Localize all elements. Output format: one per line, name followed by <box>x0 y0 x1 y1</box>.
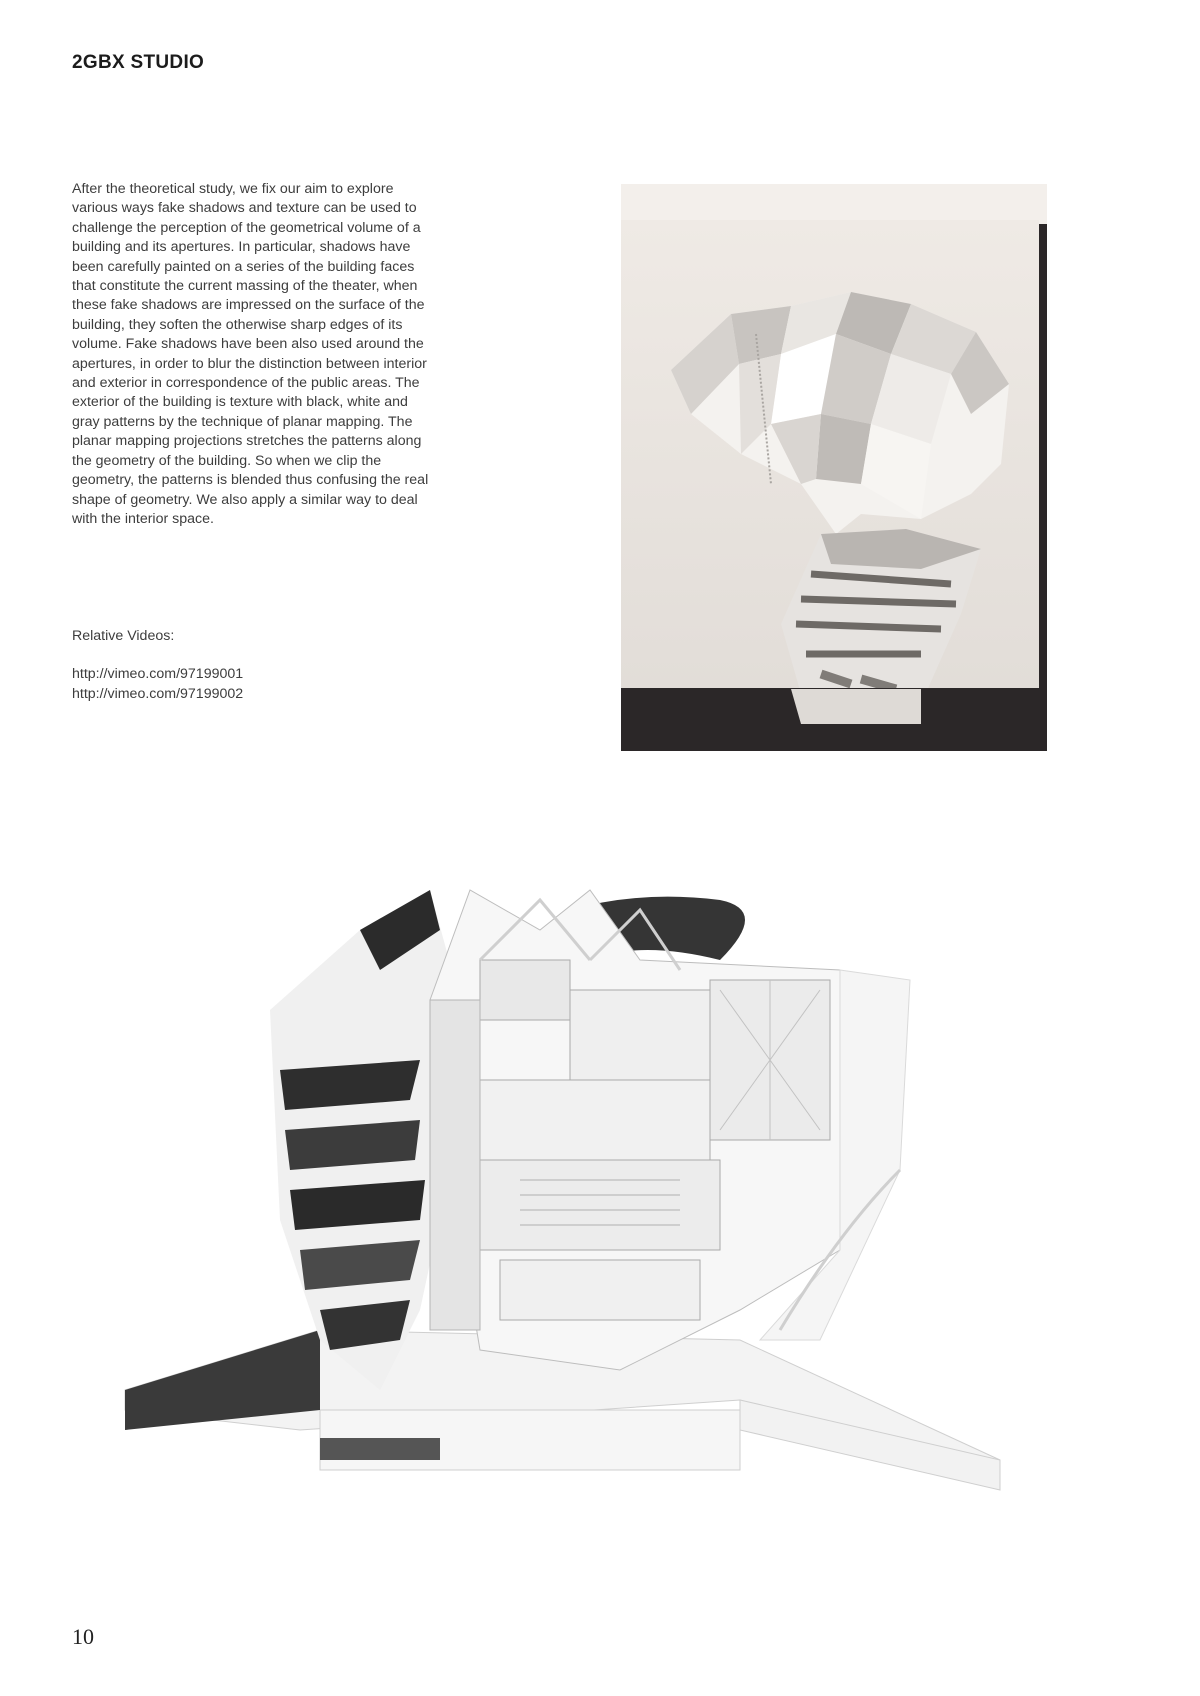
model-photo <box>621 184 1047 751</box>
relative-videos-label: Relative Videos: <box>72 628 175 644</box>
body-paragraph: After the theoretical study, we fix our aim to explore various ways fake shadows and texture can be used to challenge the perception of the geometrical volume of a building and its apertures. In particular, shadows have been carefully painted on a series of the building faces that constitute the current massing of the theater, when these fake shadows are impressed on the surface of the building, they soften the otherwise sharp edges of its volume. Fake shadows have been also used around the apertures, in order to blur the distinction between interior and exterior in correspondence of the public areas. The exterior of the building is texture with black, white and gray patterns by the technique of planar mapping. The planar mapping projections stretches the patterns along the geometry of the building. So when we clip the geometry, the patterns is blended thus confusing the real shape of geometry. We also apply a similar way to deal with the interior space. <box>72 181 429 527</box>
relative-videos-section <box>72 627 243 704</box>
theater-render-graphic <box>120 870 1100 1590</box>
video-link-1[interactable]: http://vimeo.com/97199001 <box>72 666 244 683</box>
theater-section-render <box>120 870 1100 1590</box>
model-photo-graphic <box>621 184 1047 751</box>
page-number: 10 <box>72 1624 94 1649</box>
video-link-2[interactable]: http://vimeo.com/97199002 <box>72 685 244 702</box>
studio-title: 2GBX STUDIO <box>72 52 205 73</box>
